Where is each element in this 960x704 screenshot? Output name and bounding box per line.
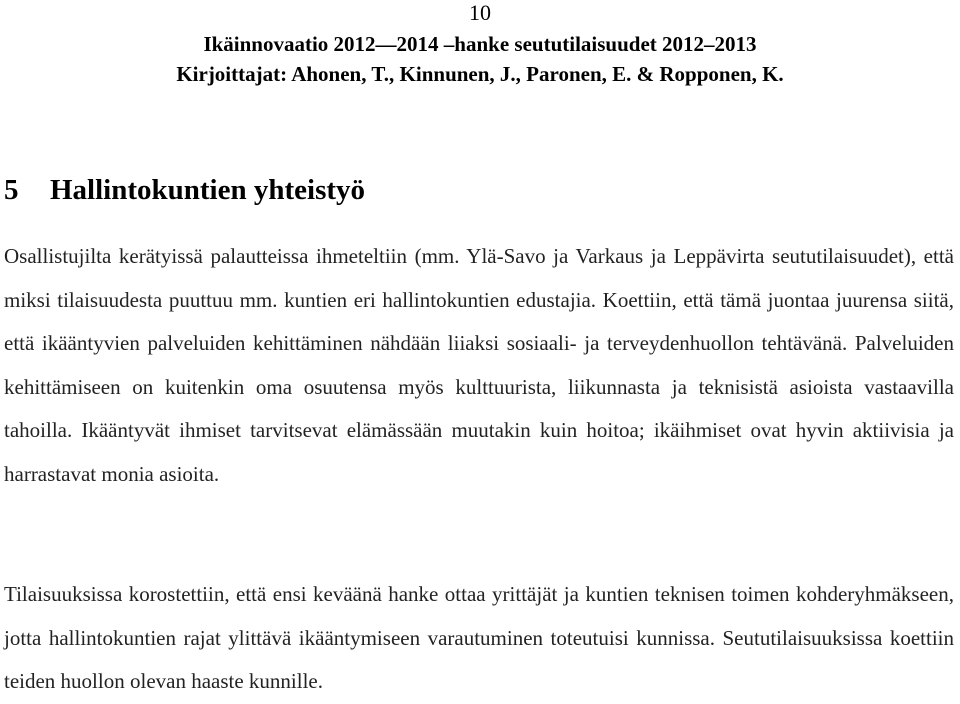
header-authors-line: Kirjoittajat: Ahonen, T., Kinnunen, J., Paronen, E. & Ropponen, K. (176, 62, 784, 86)
section-heading (4, 171, 365, 209)
section-title: Hallintokuntien yhteistyö (50, 174, 366, 206)
header-project-line: Ikäinnovaatio 2012—2014 –hanke seututilaisuudet 2012–2013 (203, 32, 757, 56)
body-paragraph-2: Tilaisuuksissa korostettiin, että ensi keväänä hanke ottaa yrittäjät ja kuntien teknisen toimen kohderyhmäkseen, jotta hallintokuntien rajat ylittävä ikääntymiseen varautuminen toteutuisi kunnissa. Seututilaisuuksissa koettiin teiden huollon olevan haaste kunnille. (4, 582, 954, 693)
section-number: 5 (4, 174, 19, 206)
page-number: 10 (469, 0, 491, 25)
body-paragraph-1: Osallistujilta kerätyissä palautteissa ihmeteltiin (mm. Ylä-Savo ja Varkaus ja Leppävirta seututilaisuudet), että miksi tilaisuudesta puuttuu mm. kuntien eri hallintokuntien edustajia. Koettiin, että tämä juontaa juurensa siitä, että ikääntyvien palveluiden kehittäminen nähdään liiaksi sosiaali- ja terveydenhuollon tehtävänä. Palveluiden kehittämiseen on kuitenkin oma osuutensa myös kulttuurista, liikunnasta ja teknisistä asioista vastaavilla tahoilla. Ikääntyvät ihmiset tarvitsevat elämässään muutakin kuin hoitoa; ikäihmiset ovat hyvin aktiivisia ja harrastavat monia asioita. (4, 244, 954, 486)
